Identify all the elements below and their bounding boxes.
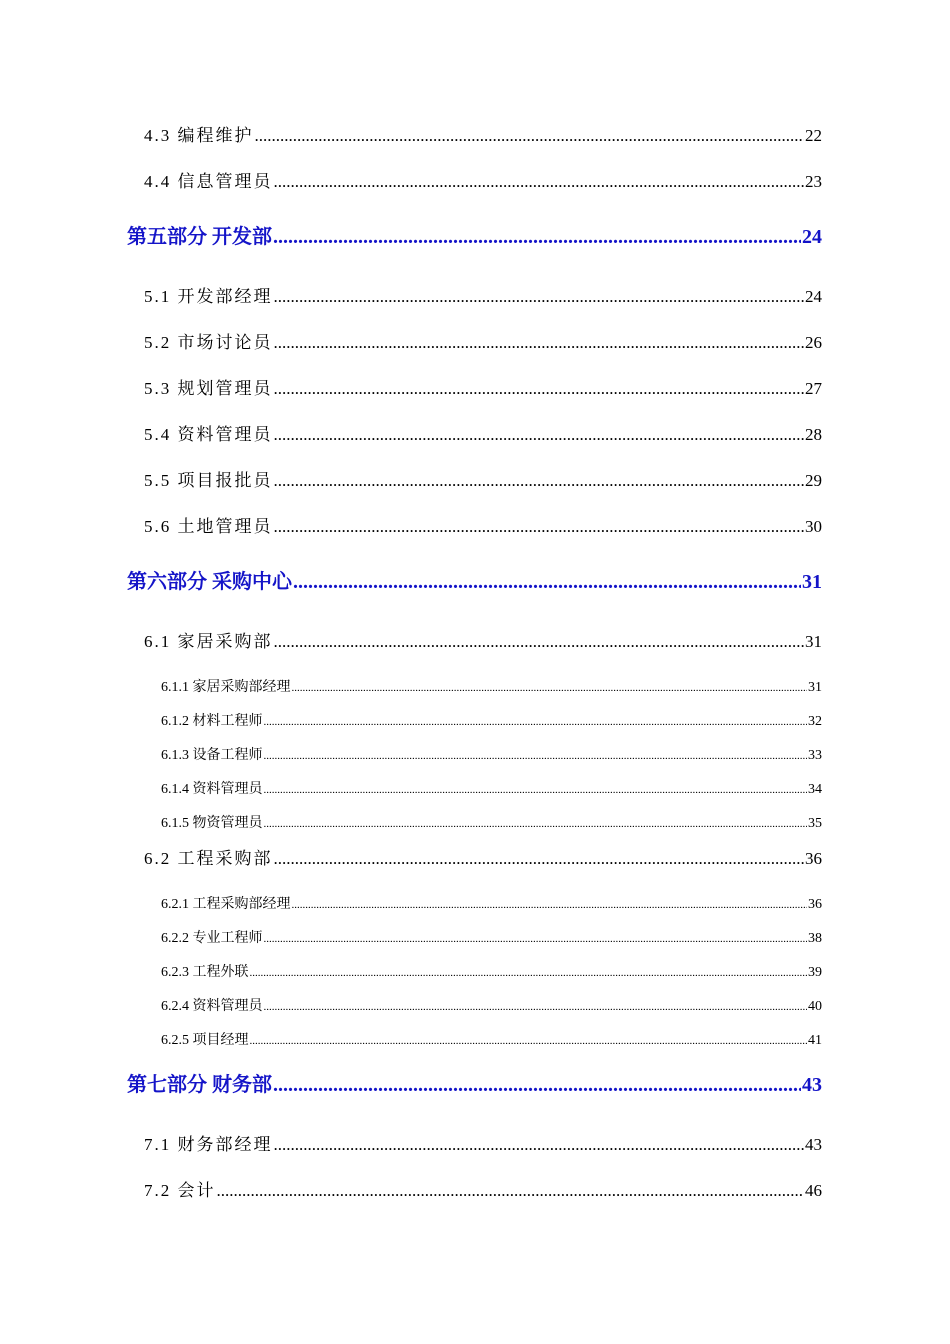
toc-page-number: 29 (805, 471, 822, 490)
toc-entry[interactable] (144, 627, 822, 652)
dot-leader (274, 849, 805, 869)
toc-label: 第六部分 采购中心 (127, 571, 292, 593)
dot-leader (274, 471, 805, 491)
dot-leader (264, 784, 808, 796)
dot-leader (250, 1035, 808, 1047)
toc-label: 6.1.1 家居采购部经理 (161, 680, 291, 695)
toc-label: 6.1.3 设备工程师 (161, 748, 263, 763)
toc-page-number: 41 (808, 1033, 822, 1048)
toc-label: 4.4 信息管理员 (144, 172, 273, 191)
dot-leader (274, 287, 805, 307)
toc-label: 第七部分 财务部 (127, 1074, 272, 1096)
toc-label: 6.1.5 物资管理员 (161, 816, 263, 831)
toc-page-number: 36 (808, 897, 822, 912)
dot-leader (264, 716, 808, 728)
toc-label: 6.2.1 工程采购部经理 (161, 897, 291, 912)
toc-label: 4.3 编程维护 (144, 126, 254, 145)
dot-leader (292, 899, 808, 911)
toc-entry[interactable] (144, 1130, 822, 1155)
dot-leader (292, 682, 808, 694)
toc-label: 5.1 开发部经理 (144, 287, 273, 306)
toc-label: 6.1.2 材料工程师 (161, 714, 263, 729)
toc-label: 6.1 家居采购部 (144, 632, 273, 651)
dot-leader (264, 1001, 808, 1013)
toc-label: 5.6 土地管理员 (144, 517, 273, 536)
toc-page-number: 43 (805, 1135, 822, 1154)
toc-page-number: 26 (805, 333, 822, 352)
dot-leader (274, 333, 805, 353)
toc-page-number: 24 (802, 226, 822, 248)
dot-leader (273, 226, 801, 249)
dot-leader (274, 1135, 805, 1155)
dot-leader (264, 818, 808, 830)
dot-leader (264, 933, 808, 945)
toc-label: 5.2 市场讨论员 (144, 333, 273, 352)
toc-entry[interactable] (144, 121, 822, 146)
toc-page-number: 40 (808, 999, 822, 1014)
dot-leader (273, 1074, 801, 1097)
dot-leader (274, 379, 805, 399)
toc-entry[interactable] (144, 374, 822, 399)
toc-label: 5.5 项目报批员 (144, 471, 273, 490)
toc-section[interactable] (127, 1068, 822, 1097)
toc-label: 6.1.4 资料管理员 (161, 782, 263, 797)
toc-page-number: 30 (805, 517, 822, 536)
toc-subentry[interactable] (161, 744, 822, 764)
toc-label: 第五部分 开发部 (127, 226, 272, 248)
toc-subentry[interactable] (161, 961, 822, 981)
toc-subentry[interactable] (161, 927, 822, 947)
toc-label: 6.2.5 项目经理 (161, 1033, 249, 1048)
dot-leader (274, 517, 805, 537)
toc-page-number: 27 (805, 379, 822, 398)
toc-page-number: 24 (805, 287, 822, 306)
dot-leader (250, 967, 808, 979)
toc-page-number: 23 (805, 172, 822, 191)
toc-entry[interactable] (144, 512, 822, 537)
toc-label: 7.1 财务部经理 (144, 1135, 273, 1154)
dot-leader (274, 172, 805, 192)
toc-page-number: 31 (802, 571, 822, 593)
toc-subentry[interactable] (161, 1029, 822, 1049)
toc-label: 5.4 资料管理员 (144, 425, 273, 444)
toc-page-number: 43 (802, 1074, 822, 1096)
toc-entry[interactable] (144, 466, 822, 491)
toc-page-number: 32 (808, 714, 822, 729)
toc-entry[interactable] (144, 167, 822, 192)
toc-label: 6.2 工程采购部 (144, 849, 273, 868)
toc-page-number: 33 (808, 748, 822, 763)
toc-subentry[interactable] (161, 995, 822, 1015)
dot-leader (274, 425, 805, 445)
dot-leader (274, 632, 805, 652)
toc-page-number: 36 (805, 849, 822, 868)
toc-page-number: 28 (805, 425, 822, 444)
toc-subentry[interactable] (161, 812, 822, 832)
toc-section[interactable] (127, 565, 822, 594)
toc-subentry[interactable] (161, 778, 822, 798)
toc-entry[interactable] (144, 328, 822, 353)
toc-page-number: 34 (808, 782, 822, 797)
toc-page-number: 38 (808, 931, 822, 946)
toc-entry[interactable] (144, 282, 822, 307)
toc-page-number: 46 (805, 1181, 822, 1200)
toc-label: 6.2.2 专业工程师 (161, 931, 263, 946)
dot-leader (293, 571, 801, 594)
toc-label: 6.2.4 资料管理员 (161, 999, 263, 1014)
dot-leader (255, 126, 805, 146)
toc-subentry[interactable] (161, 676, 822, 696)
toc-subentry[interactable] (161, 710, 822, 730)
toc-label: 5.3 规划管理员 (144, 379, 273, 398)
toc-subentry[interactable] (161, 893, 822, 913)
toc-page-number: 31 (808, 680, 822, 695)
toc-section[interactable] (127, 220, 822, 249)
toc-label: 7.2 会计 (144, 1181, 216, 1200)
toc-page-number: 35 (808, 816, 822, 831)
toc-page-number: 22 (805, 126, 822, 145)
dot-leader (264, 750, 808, 762)
toc-page-number: 39 (808, 965, 822, 980)
toc-page-number: 31 (805, 632, 822, 651)
toc-entry[interactable] (144, 420, 822, 445)
dot-leader (217, 1181, 805, 1201)
toc-entry[interactable] (144, 1176, 822, 1201)
toc-entry[interactable] (144, 844, 822, 869)
toc-label: 6.2.3 工程外联 (161, 965, 249, 980)
